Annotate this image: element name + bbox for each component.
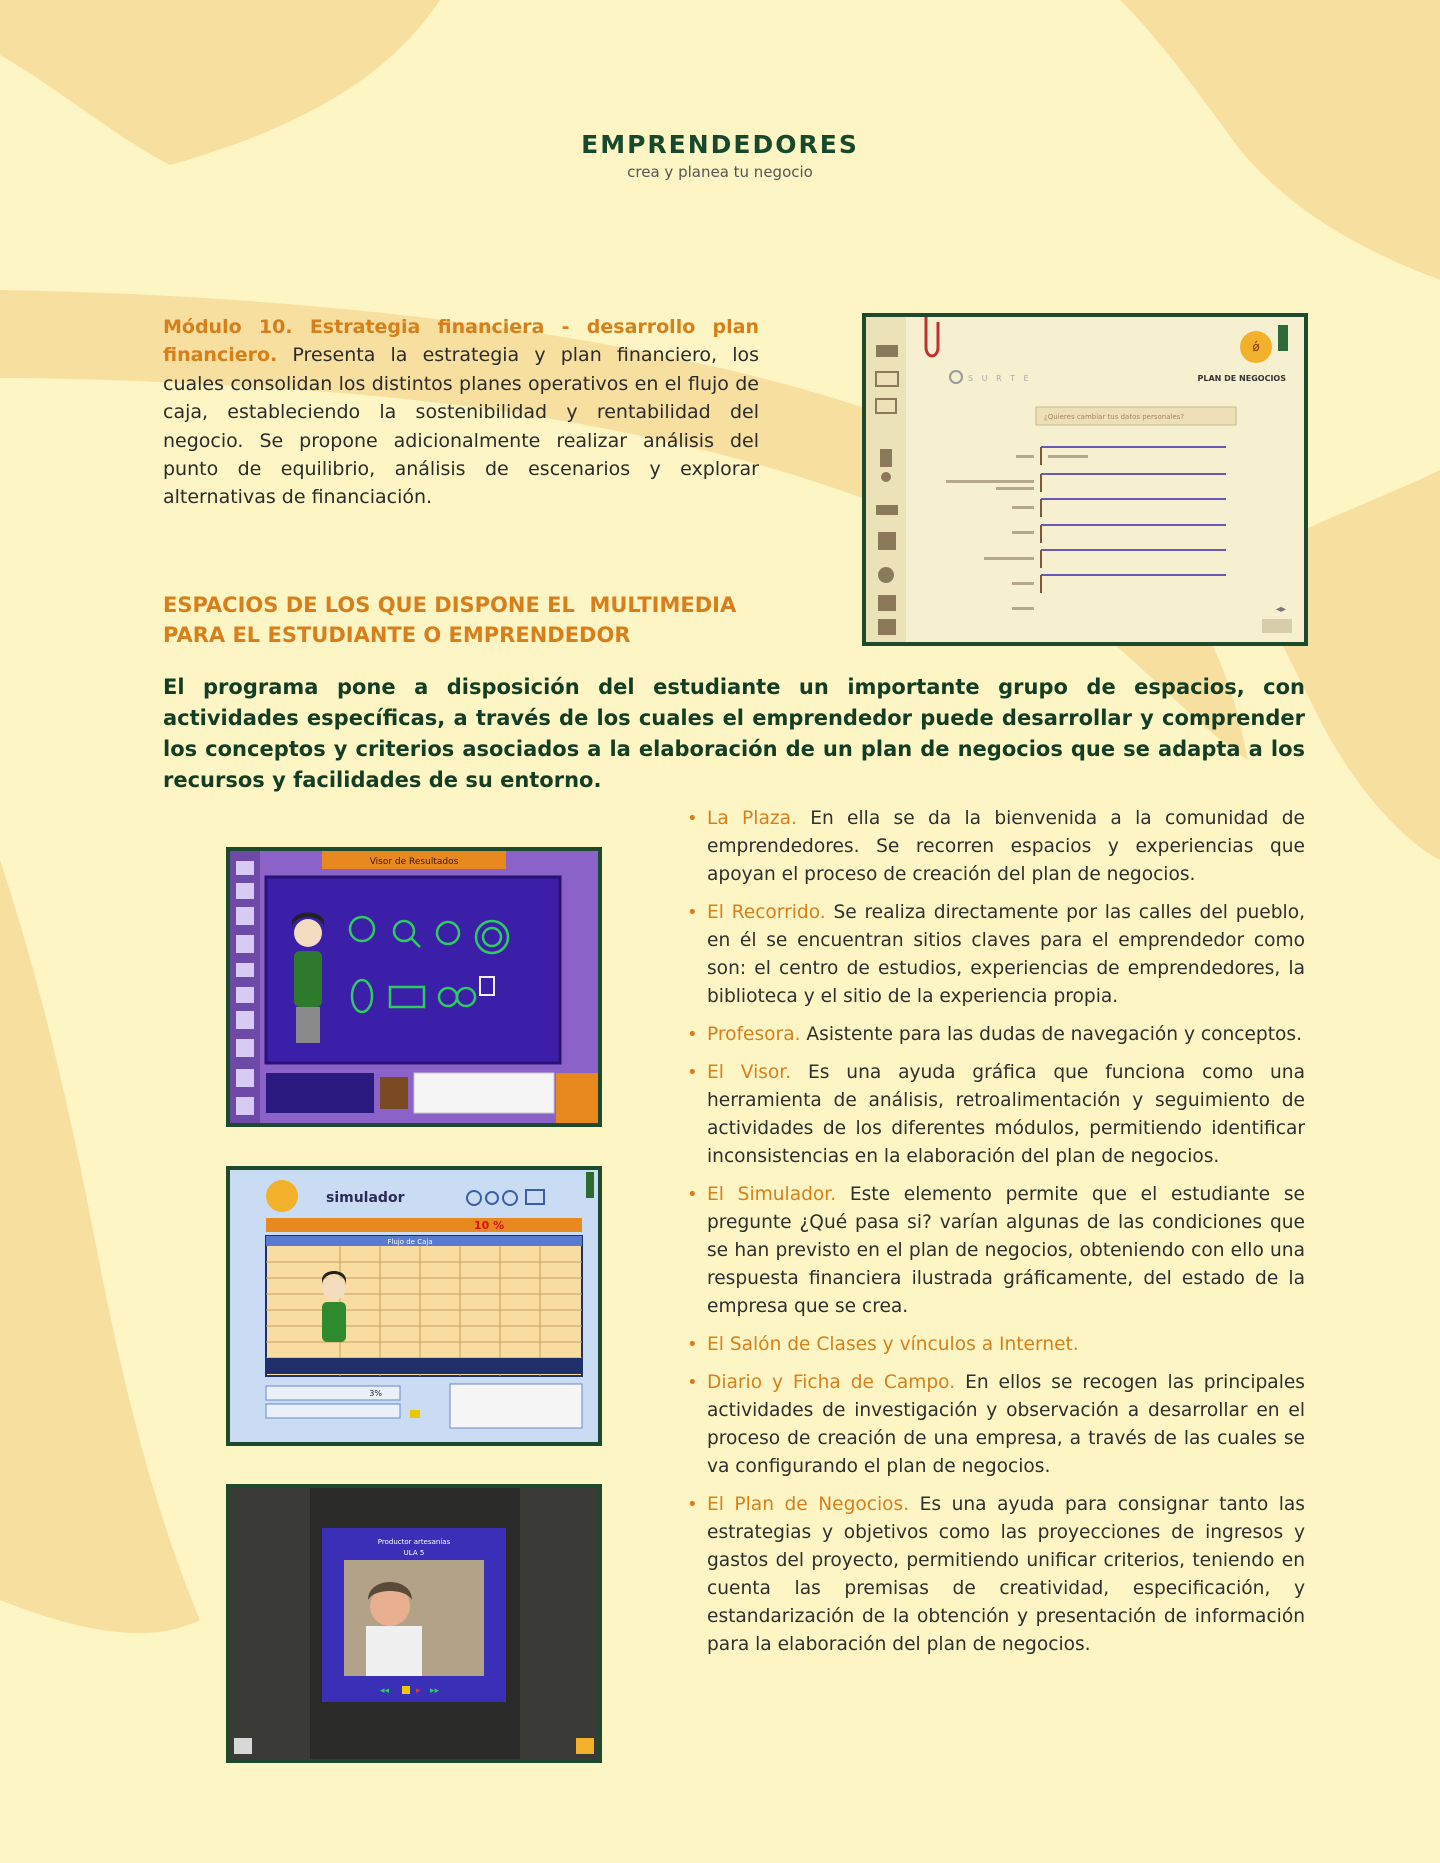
sim-title: simulador [326, 1190, 405, 1206]
svg-text:◂▸: ◂▸ [1275, 604, 1286, 615]
feature-item: • El Simulador. Este elemento permite que el estudiante se pregunte ¿Qué pasa si? varían algunas de las condiciones que se han previsto en el plan de negocios, obteniendo con ello una respuesta financiera ilustrada gráficamente, del estado de la empresa que se crea. [685, 1181, 1305, 1321]
plan-prompt: ¿Quieres cambiar tus datos personales? [1044, 413, 1185, 421]
bullet-icon: • [687, 1184, 698, 1205]
bullet-icon: • [687, 1062, 698, 1083]
feature-item: • La Plaza. En ella se da la bienvenida a la comunidad de emprendedores. Se recorren espacios y experiencias que apoyan el proceso de creación del plan de negocios. [685, 805, 1305, 889]
plan-screenshot [862, 313, 1308, 646]
simulator-screenshot [226, 1166, 602, 1446]
bullet-icon: • [687, 1372, 698, 1393]
plan-header: PLAN DE NEGOCIOS [1197, 374, 1286, 383]
video-caption-1: Productor artesanías [377, 1538, 451, 1546]
module-text: Presenta la estrategia y plan financiero, los cuales consolidan los distintos planes operativos en el flujo de caja, estableciendo la sostenibilidad y rentabilidad del negocio. Se propone adicionalmente realizar análisis del punto de equilibrio, análisis de escenarios y explorar alternativas de financiación. [163, 344, 759, 509]
sim-rate: 3% [369, 1389, 382, 1398]
brand-header [0, 130, 1440, 181]
module-label: Módulo 10. Estrategia financiera - desarrollo plan financiero. [163, 316, 759, 367]
module-description [163, 313, 759, 512]
svg-text:▸: ▸ [416, 1686, 421, 1696]
svg-text:▸▸: ▸▸ [430, 1686, 440, 1696]
intro-paragraph: El programa pone a disposición del estudiante un importante grupo de espacios, con actividades específicas, a través de los cuales el emprendedor puede desarrollar y comprender los conceptos y criterios asociados a la elaboración de un plan de negocios que se adapta a los recursos y facilidades de su entorno. [163, 675, 1305, 792]
video-screenshot [226, 1484, 602, 1763]
spaces-heading-line1: ESPACIOS DE LOS QUE DISPONE EL MULTIMEDIA [163, 593, 737, 617]
bullet-icon: • [687, 808, 698, 829]
svg-text:◂◂: ◂◂ [380, 1686, 390, 1696]
feature-item: • El Visor. Es una ayuda gráfica que funciona como una herramienta de análisis, retroalimentación y seguimiento de actividades de los diferentes módulos, permitiendo identificar inconsistencias en la elaboración del plan de negocios. [685, 1059, 1305, 1171]
bullet-icon: • [687, 1024, 698, 1045]
features-list [685, 805, 1305, 1669]
feature-item: • El Recorrido. Se realiza directamente por las calles del pueblo, en él se encuentran sitios claves para el emprendedor como son: el centro de estudios, experiencias de emprendedores, la biblioteca y el sitio de la experiencia propia. [685, 899, 1305, 1011]
sim-subtitle: Flujo de Caja [387, 1238, 433, 1246]
spaces-heading-line2: PARA EL ESTUDIANTE O EMPRENDEDOR [163, 623, 631, 647]
brand-subtitle: crea y planea tu negocio [627, 163, 813, 181]
visor-screenshot [226, 847, 602, 1127]
brand-title: EMPRENDEDORES [581, 130, 859, 159]
bullet-icon: • [687, 1334, 698, 1355]
feature-item: • Diario y Ficha de Campo. En ellos se recogen las principales actividades de investigación y observación a desarrollar en el proceso de creación de una empresa, a través de las cuales se va configurando el plan de negocios. [685, 1369, 1305, 1481]
sim-pct: 10 % [474, 1219, 505, 1232]
svg-text:S U R T E: S U R T E [968, 374, 1032, 383]
video-caption-2: ULA 5 [403, 1549, 425, 1557]
svg-text:ǿ: ǿ [1252, 340, 1260, 354]
visor-title: Visor de Resultados [369, 857, 459, 867]
bullet-icon: • [687, 1494, 698, 1515]
feature-item: • El Plan de Negocios. Es una ayuda para consignar tanto las estrategias y objetivos como las proyecciones de ingresos y gastos del proyecto, permitiendo unificar criterios, teniendo en cuenta las premisas de creatividad, especificación, y estandarización de la obtención y presentación de información para la elaboración del plan de negocios. [685, 1491, 1305, 1659]
bullet-icon: • [687, 902, 698, 923]
feature-item: • El Salón de Clases y vínculos a Internet. [685, 1331, 1305, 1359]
feature-item: • Profesora. Asistente para las dudas de navegación y conceptos. [685, 1021, 1305, 1049]
spaces-heading [163, 590, 783, 650]
